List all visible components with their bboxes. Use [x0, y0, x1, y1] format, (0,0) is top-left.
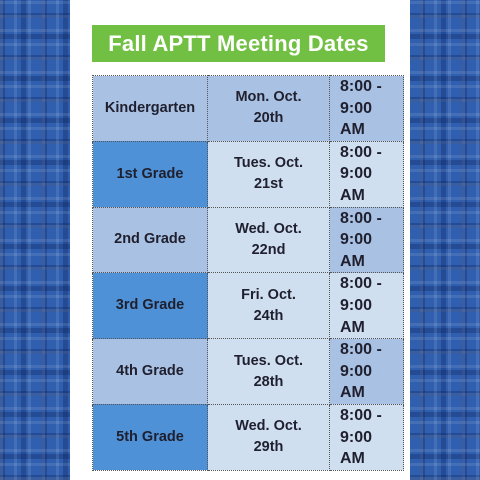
grade-cell: 4th Grade — [93, 339, 208, 405]
date-line: Mon. Oct. — [235, 89, 302, 106]
time-line: AM — [340, 450, 365, 468]
table-row — [93, 339, 404, 405]
date-cell — [208, 339, 330, 405]
time-line: 8:00 - — [340, 78, 382, 95]
table-row — [93, 207, 404, 273]
time-cell — [330, 207, 404, 273]
time-line: AM — [340, 186, 365, 204]
time-cell — [330, 141, 404, 207]
time-line: AM — [340, 121, 365, 139]
time-cell — [330, 273, 404, 339]
date-line: Fri. Oct. — [241, 286, 296, 303]
grade-cell: 5th Grade — [93, 404, 208, 470]
time-line: 8:00 - — [340, 406, 382, 424]
time-line: 9:00 — [340, 362, 373, 380]
grade-cell: 3rd Grade — [93, 273, 208, 339]
date-line: Tues. Oct. — [233, 155, 304, 172]
table-row — [93, 404, 404, 470]
title-banner — [92, 25, 385, 62]
date-line: Tues. Oct. — [233, 352, 304, 369]
date-cell — [208, 141, 330, 207]
grade-cell: 1st Grade — [93, 141, 208, 207]
flyer-sheet — [70, 0, 410, 480]
time-cell — [330, 404, 404, 470]
time-line: 8:00 - — [340, 143, 382, 161]
date-line: 28th — [253, 373, 284, 390]
time-line: AM — [340, 318, 365, 336]
date-cell — [208, 76, 330, 142]
time-line: 8:00 - — [340, 209, 382, 227]
date-line: 29th — [253, 439, 284, 456]
date-line: Wed. Oct. — [235, 418, 302, 435]
time-line: 8:00 - — [340, 341, 382, 359]
table-row — [93, 273, 404, 339]
grade-cell: 2nd Grade — [93, 207, 208, 273]
table-row — [93, 76, 404, 142]
time-line: 9:00 — [340, 296, 373, 314]
date-line: 21st — [253, 176, 284, 193]
table-row — [93, 141, 404, 207]
time-line: AM — [340, 384, 365, 402]
date-line: Wed. Oct. — [235, 220, 302, 237]
time-cell — [330, 76, 404, 142]
date-cell — [208, 207, 330, 273]
meeting-schedule-table — [92, 75, 404, 471]
time-cell — [330, 339, 404, 405]
page-title: Fall APTT Meeting Dates — [108, 30, 369, 56]
date-cell — [208, 273, 330, 339]
time-line: 9:00 — [340, 231, 373, 249]
date-line: 20th — [253, 110, 284, 127]
date-line: 22nd — [251, 241, 286, 258]
date-cell — [208, 404, 330, 470]
time-line: 9:00 — [340, 165, 373, 183]
time-line: AM — [340, 252, 365, 270]
time-line: 9:00 — [340, 99, 373, 117]
grade-cell: Kindergarten — [93, 76, 208, 142]
date-line: 24th — [253, 307, 284, 324]
time-line: 9:00 — [340, 428, 373, 446]
time-line: 8:00 - — [340, 275, 382, 293]
